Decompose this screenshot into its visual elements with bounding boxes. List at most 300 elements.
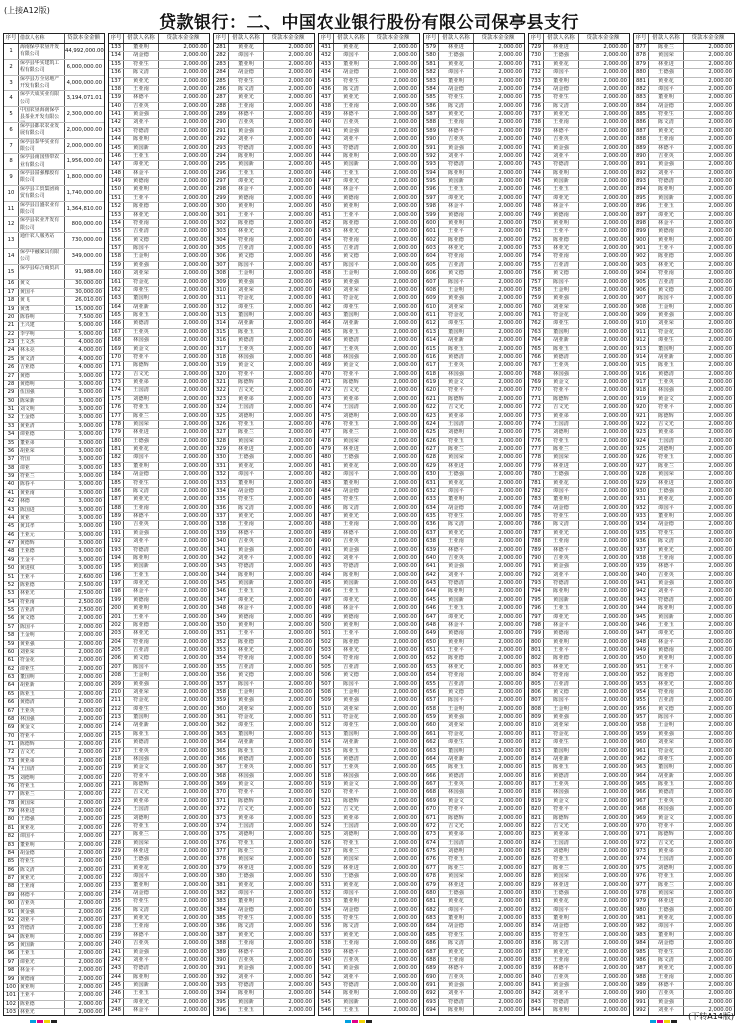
row-name: 黄亚光 bbox=[439, 111, 474, 118]
row-seq: 52 bbox=[4, 582, 19, 589]
row-name: 符亚生 bbox=[439, 932, 474, 939]
table-row bbox=[214, 438, 314, 446]
row-name: 董亚明 bbox=[229, 480, 264, 487]
row-amount: 2,000.00 bbox=[498, 261, 522, 268]
row-amount: 2,000.00 bbox=[393, 655, 417, 662]
row-amount: 3,000.00 bbox=[78, 540, 102, 547]
row-amount: 2,000.00 bbox=[498, 253, 522, 260]
table-row bbox=[214, 689, 314, 697]
row-name: 王国清 bbox=[124, 387, 159, 394]
row-amount: 3,000.00 bbox=[78, 531, 102, 538]
table-row bbox=[529, 161, 629, 169]
table-row bbox=[4, 233, 104, 249]
row-name: 王亚玉 bbox=[229, 170, 264, 177]
row-name: 王亚英 bbox=[334, 764, 369, 771]
row-amount: 30,000.00 bbox=[75, 288, 102, 295]
row-seq: 475 bbox=[319, 413, 334, 420]
row-name: 黄亚弟 bbox=[334, 396, 369, 403]
row-seq bbox=[529, 1016, 544, 1017]
row-name: 符亚南 bbox=[649, 689, 684, 696]
row-seq: 619 bbox=[424, 379, 439, 386]
row-amount: 2,000.00 bbox=[393, 789, 417, 796]
row-amount: 2,000.00 bbox=[393, 203, 417, 210]
row-amount: 2,000.00 bbox=[603, 362, 627, 369]
row-amount: 2,000.00 bbox=[708, 906, 732, 913]
row-amount: 2,000.00 bbox=[393, 563, 417, 570]
row-seq: 464 bbox=[319, 320, 334, 327]
row-seq: 291 bbox=[214, 128, 229, 135]
row-name: 陈亚兰 bbox=[439, 446, 474, 453]
row-amount: 2,000.00 bbox=[498, 814, 522, 821]
table-row bbox=[4, 582, 104, 590]
row-amount: 2,000.00 bbox=[288, 571, 312, 578]
row-amount: 2,000.00 bbox=[603, 588, 627, 595]
row-seq: 98 bbox=[4, 967, 19, 974]
row-seq: 669 bbox=[424, 798, 439, 805]
row-name: 黄亚花 bbox=[544, 61, 579, 68]
table-row bbox=[529, 111, 629, 119]
row-amount: 2,000.00 bbox=[78, 925, 102, 932]
row-amount: 2,000.00 bbox=[708, 747, 732, 754]
row-name: 谭亚光 bbox=[649, 630, 684, 637]
row-name: 陈文清 bbox=[439, 521, 474, 528]
row-name: 谭亚光 bbox=[334, 178, 369, 185]
row-seq: 683 bbox=[424, 915, 439, 922]
row-amount: 2,000.00 bbox=[708, 848, 732, 854]
row-seq: 770 bbox=[529, 387, 544, 394]
table-row bbox=[424, 647, 524, 655]
row-name: 王文杰 bbox=[19, 339, 65, 346]
row-name: 王亚英 bbox=[544, 362, 579, 369]
row-name: 黄亚明 bbox=[544, 639, 579, 646]
row-name: 王金明 bbox=[19, 632, 65, 639]
row-seq: 964 bbox=[634, 773, 649, 780]
table-row bbox=[634, 873, 734, 881]
row-amount: 2,000.00 bbox=[288, 102, 312, 109]
row-amount: 3,000.00 bbox=[78, 473, 102, 480]
row-name: 刘亚平 bbox=[649, 588, 684, 595]
row-amount: 2,000.00 bbox=[498, 546, 522, 553]
row-amount: 2,000.00 bbox=[498, 663, 522, 670]
row-name: 谭亚 bbox=[19, 465, 65, 472]
row-name: 黄文德 bbox=[649, 706, 684, 713]
row-name: 吉文光 bbox=[649, 840, 684, 847]
row-amount: 2,000.00 bbox=[78, 841, 102, 848]
table-row bbox=[319, 773, 419, 781]
row-amount: 1,956,000.00 bbox=[66, 158, 102, 165]
header-seq: 序号 bbox=[424, 34, 439, 43]
row-amount: 2,000.00 bbox=[288, 203, 312, 210]
row-seq: 467 bbox=[319, 346, 334, 353]
row-amount: 2,000.00 bbox=[393, 513, 417, 519]
row-seq: 182 bbox=[109, 454, 124, 461]
row-seq: 176 bbox=[109, 404, 124, 411]
row-name: 黄金文 bbox=[19, 724, 65, 731]
row-name: 陈亚德 bbox=[439, 655, 474, 662]
row-name: 董国明 bbox=[124, 714, 159, 721]
table-row bbox=[4, 456, 104, 464]
row-name: 王亚平 bbox=[649, 664, 684, 671]
table-row bbox=[319, 61, 419, 69]
row-seq: 668 bbox=[424, 789, 439, 796]
row-name: 黄国荣 bbox=[649, 52, 684, 59]
row-seq: 82 bbox=[4, 833, 19, 840]
table-row bbox=[319, 655, 419, 663]
row-name: 谭国平 bbox=[649, 923, 684, 930]
row-amount: 2,000.00 bbox=[603, 487, 627, 494]
row-amount: 2,000.00 bbox=[288, 94, 312, 101]
row-name: 董国明 bbox=[334, 731, 369, 738]
row-seq: 227 bbox=[109, 831, 124, 838]
row-name: 陈国平 bbox=[439, 697, 474, 704]
row-seq: 919 bbox=[634, 396, 649, 403]
table-row bbox=[634, 279, 734, 287]
row-seq: 468 bbox=[319, 354, 334, 361]
row-amount: 2,500.00 bbox=[78, 598, 102, 605]
row-amount: 2,000.00 bbox=[708, 387, 732, 394]
row-amount: 2,000.00 bbox=[393, 211, 417, 218]
header-seq: 序号 bbox=[109, 34, 124, 43]
row-amount: 2,000.00 bbox=[183, 680, 207, 687]
row-name: 刘亚荣 bbox=[649, 320, 684, 327]
row-seq: 896 bbox=[634, 203, 649, 210]
row-seq: 655 bbox=[424, 681, 439, 688]
row-amount: 2,000.00 bbox=[393, 822, 417, 829]
row-seq: 583 bbox=[424, 78, 439, 85]
row-seq: 186 bbox=[109, 488, 124, 495]
table-row bbox=[109, 387, 209, 395]
row-seq: 362 bbox=[214, 722, 229, 729]
row-seq: 743 bbox=[529, 161, 544, 168]
row-seq: 915 bbox=[634, 362, 649, 369]
row-name: 刘亚荣 bbox=[124, 689, 159, 696]
row-seq: 137 bbox=[109, 78, 124, 85]
row-name: 林国强 bbox=[334, 354, 369, 361]
row-amount: 1,364,810.00 bbox=[66, 205, 102, 212]
row-amount: 2,000.00 bbox=[708, 261, 732, 268]
row-seq: 444 bbox=[319, 153, 334, 160]
row-seq: 521 bbox=[319, 798, 334, 805]
row-amount: 2,000.00 bbox=[393, 672, 417, 679]
row-name: 保亭县综合商贸店 bbox=[19, 265, 65, 280]
row-name: 黄金强 bbox=[334, 547, 369, 554]
row-amount: 2,000.00 bbox=[78, 799, 102, 806]
row-amount: 2,000.00 bbox=[708, 680, 732, 687]
row-name: 陈亚兰 bbox=[649, 44, 684, 51]
table-row bbox=[319, 681, 419, 689]
row-seq: 965 bbox=[634, 781, 649, 788]
row-name: 王金明 bbox=[124, 672, 159, 679]
row-amount: 2,000.00 bbox=[78, 757, 102, 764]
row-amount: 2,000.00 bbox=[498, 52, 522, 59]
row-name: 黄国新 bbox=[649, 195, 684, 202]
row-amount: 2,000.00 bbox=[708, 429, 732, 436]
table-row bbox=[109, 304, 209, 312]
row-seq: 463 bbox=[319, 312, 334, 319]
row-name: 林德平 bbox=[649, 982, 684, 989]
table-row bbox=[319, 538, 419, 546]
row-name: 王亚英 bbox=[124, 329, 159, 336]
table-row bbox=[109, 949, 209, 957]
row-name: 黄国荣 bbox=[334, 856, 369, 863]
table-row bbox=[634, 630, 734, 638]
table-row bbox=[424, 111, 524, 119]
row-seq: 819 bbox=[529, 798, 544, 805]
row-seq: 443 bbox=[319, 145, 334, 152]
row-name: 林国强 bbox=[544, 371, 579, 378]
table-row bbox=[214, 681, 314, 689]
table-row bbox=[424, 806, 524, 814]
table-row bbox=[529, 722, 629, 730]
row-amount: 2,000.00 bbox=[498, 278, 522, 285]
row-name: 刘亚平 bbox=[229, 136, 264, 143]
table-row bbox=[634, 178, 734, 186]
row-amount: 6,000,000.00 bbox=[66, 63, 102, 70]
row-seq: 442 bbox=[319, 136, 334, 143]
row-seq: 592 bbox=[424, 153, 439, 160]
row-name: 陈文清 bbox=[334, 923, 369, 930]
row-seq: 654 bbox=[424, 672, 439, 679]
row-seq: 536 bbox=[319, 923, 334, 930]
row-amount: 2,000.00 bbox=[183, 822, 207, 829]
row-seq: 526 bbox=[319, 840, 334, 847]
table-row bbox=[424, 463, 524, 471]
row-seq: 512 bbox=[319, 722, 334, 729]
row-seq: 624 bbox=[424, 421, 439, 428]
row-seq: 489 bbox=[319, 530, 334, 537]
row-seq: 947 bbox=[634, 630, 649, 637]
row-amount: 2,000.00 bbox=[603, 940, 627, 947]
row-name: 黄亚光 bbox=[544, 949, 579, 956]
table-row bbox=[424, 614, 524, 622]
table-row bbox=[214, 119, 314, 127]
row-amount: 2,000.00 bbox=[183, 781, 207, 787]
row-amount: 2,000.00 bbox=[183, 119, 207, 126]
row-name: 符亚兰 bbox=[19, 473, 65, 480]
row-amount: 2,000.00 bbox=[78, 774, 102, 781]
row-name: 王亚南 bbox=[334, 940, 369, 947]
row-name: 刘亚荣 bbox=[124, 270, 159, 277]
row-amount: 2,000.00 bbox=[288, 764, 312, 771]
row-seq: 440 bbox=[319, 119, 334, 126]
row-name: 陈亚明 bbox=[544, 588, 579, 595]
row-seq: 169 bbox=[109, 346, 124, 353]
row-name: 刘亚平 bbox=[439, 153, 474, 160]
row-seq: 91 bbox=[4, 909, 19, 916]
row-name: 谭国平 bbox=[334, 471, 369, 478]
table-row bbox=[424, 907, 524, 915]
row-amount: 2,000.00 bbox=[498, 596, 522, 603]
table-row bbox=[424, 270, 524, 278]
table-row bbox=[634, 957, 734, 965]
row-amount: 2,000.00 bbox=[288, 236, 312, 243]
row-amount: 2,000.00 bbox=[393, 295, 417, 302]
row-name: 陈德辉 bbox=[649, 413, 684, 420]
table-row bbox=[109, 237, 209, 245]
row-seq: 647 bbox=[424, 614, 439, 621]
row-seq: 944 bbox=[634, 605, 649, 612]
row-amount: 2,000.00 bbox=[183, 965, 207, 972]
table-row bbox=[214, 798, 314, 806]
row-amount: 2,000.00 bbox=[498, 839, 522, 846]
row-name: 胡亚新 bbox=[334, 320, 369, 327]
table-row bbox=[424, 873, 524, 881]
row-amount: 2,000.00 bbox=[393, 286, 417, 293]
row-amount: 3,000.00 bbox=[78, 431, 102, 438]
row-seq: 795 bbox=[529, 597, 544, 604]
row-seq: 791 bbox=[529, 563, 544, 570]
row-amount: 2,000.00 bbox=[603, 219, 627, 226]
row-seq: 336 bbox=[214, 505, 229, 512]
table-row bbox=[319, 714, 419, 722]
table-row bbox=[634, 438, 734, 446]
row-name bbox=[544, 1016, 579, 1017]
row-amount: 2,000.00 bbox=[498, 730, 522, 737]
row-seq: 511 bbox=[319, 714, 334, 721]
table-row bbox=[109, 655, 209, 663]
row-seq: 392 bbox=[214, 974, 229, 981]
row-seq: 732 bbox=[529, 69, 544, 76]
table-row bbox=[319, 957, 419, 965]
row-amount: 2,000.00 bbox=[498, 563, 522, 570]
row-name: 符亚南 bbox=[334, 237, 369, 244]
row-name: 符亚生 bbox=[334, 78, 369, 85]
row-seq: 201 bbox=[109, 614, 124, 621]
row-amount: 2,000.00 bbox=[603, 521, 627, 528]
row-seq: 786 bbox=[529, 521, 544, 528]
row-name: 黄金文 bbox=[544, 379, 579, 386]
table-row bbox=[4, 490, 104, 498]
row-amount: 2,000.00 bbox=[183, 420, 207, 427]
table-row bbox=[634, 86, 734, 94]
table-row bbox=[109, 672, 209, 680]
table-row bbox=[109, 438, 209, 446]
table-row bbox=[529, 890, 629, 898]
row-name: 黄亚光 bbox=[124, 78, 159, 85]
row-amount: 2,000.00 bbox=[393, 462, 417, 469]
row-seq: 388 bbox=[214, 940, 229, 947]
row-seq: 686 bbox=[424, 940, 439, 947]
table-row bbox=[109, 882, 209, 890]
row-amount: 2,000.00 bbox=[708, 822, 732, 829]
table-row bbox=[634, 840, 734, 848]
row-seq: 178 bbox=[109, 421, 124, 428]
row-name: 吉亚英 bbox=[334, 538, 369, 545]
row-name: 王金明 bbox=[544, 706, 579, 713]
row-amount: 2,000.00 bbox=[183, 136, 207, 143]
row-seq: 103 bbox=[4, 1009, 19, 1016]
row-seq: 445 bbox=[319, 161, 334, 168]
row-name: 陈亚兰 bbox=[649, 463, 684, 470]
row-amount: 349,000.00 bbox=[71, 252, 102, 259]
row-name: 黄金文 bbox=[229, 781, 264, 788]
row-amount: 2,000.00 bbox=[393, 245, 417, 251]
row-amount: 2,000.00 bbox=[288, 638, 312, 645]
row-seq: 883 bbox=[634, 94, 649, 101]
row-seq: 687 bbox=[424, 949, 439, 956]
row-amount: 2,000.00 bbox=[393, 85, 417, 92]
table-row bbox=[424, 471, 524, 479]
table-row bbox=[214, 513, 314, 521]
row-amount: 2,000.00 bbox=[498, 320, 522, 327]
row-name: 吉亚英 bbox=[334, 957, 369, 964]
row-seq: 942 bbox=[634, 588, 649, 595]
row-name: 林德平 bbox=[544, 128, 579, 135]
row-name: 黄金文 bbox=[649, 396, 684, 403]
row-amount: 2,000.00 bbox=[183, 77, 207, 84]
row-name: 谭国平 bbox=[229, 890, 264, 897]
row-seq: 179 bbox=[109, 429, 124, 436]
row-amount: 2,000.00 bbox=[708, 596, 732, 603]
row-seq: 946 bbox=[634, 622, 649, 629]
row-name: 王亚玉 bbox=[544, 605, 579, 612]
row-amount: 2,000.00 bbox=[708, 655, 732, 662]
row-seq: 818 bbox=[529, 789, 544, 796]
table-row bbox=[319, 195, 419, 203]
row-seq: 769 bbox=[529, 379, 544, 386]
row-name: 黄金文 bbox=[544, 798, 579, 805]
row-amount: 2,000.00 bbox=[183, 127, 207, 134]
row-name: 陈亚明 bbox=[334, 153, 369, 160]
table-row bbox=[319, 346, 419, 354]
table-row bbox=[109, 789, 209, 797]
table-row bbox=[634, 580, 734, 588]
table-row bbox=[109, 982, 209, 990]
row-amount: 2,000.00 bbox=[498, 404, 522, 411]
row-seq: 649 bbox=[424, 630, 439, 637]
row-seq: 316 bbox=[214, 337, 229, 344]
row-amount: 2,000.00 bbox=[183, 906, 207, 913]
row-amount: 2,000.00 bbox=[603, 538, 627, 545]
table-row bbox=[109, 153, 209, 161]
row-amount: 2,000.00 bbox=[393, 864, 417, 871]
row-amount: 2,000.00 bbox=[393, 680, 417, 687]
row-seq: 582 bbox=[424, 69, 439, 76]
row-name: 谭亚生 bbox=[544, 739, 579, 746]
row-seq: 617 bbox=[424, 362, 439, 369]
row-name: 刘德明 bbox=[124, 815, 159, 822]
table-row bbox=[424, 362, 524, 370]
row-amount: 3,000.00 bbox=[78, 565, 102, 572]
table-row bbox=[634, 949, 734, 957]
row-seq: 903 bbox=[634, 262, 649, 269]
row-seq: 775 bbox=[529, 429, 544, 436]
row-seq: 158 bbox=[109, 253, 124, 260]
row-amount: 2,000.00 bbox=[498, 270, 522, 277]
row-name: 符金花 bbox=[439, 312, 474, 319]
table-row bbox=[529, 103, 629, 111]
table-row bbox=[4, 339, 104, 347]
row-amount: 2,000.00 bbox=[393, 111, 417, 117]
row-seq: 970 bbox=[634, 823, 649, 830]
table-row bbox=[4, 766, 104, 774]
table-row bbox=[214, 212, 314, 220]
row-name: 刘亚平 bbox=[229, 974, 264, 981]
row-seq: 500 bbox=[319, 622, 334, 629]
table-row bbox=[319, 78, 419, 86]
row-seq: 956 bbox=[634, 706, 649, 713]
table-row bbox=[424, 521, 524, 529]
table-row bbox=[424, 513, 524, 521]
row-seq: 298 bbox=[214, 186, 229, 193]
table-row bbox=[214, 346, 314, 354]
row-name: 王德强 bbox=[544, 890, 579, 897]
row-seq: 248 bbox=[109, 1007, 124, 1014]
row-amount: 2,000.00 bbox=[183, 102, 207, 109]
table-row bbox=[634, 882, 734, 890]
row-amount: 2,000.00 bbox=[603, 127, 627, 134]
row-name: 黄德清 bbox=[544, 354, 579, 361]
